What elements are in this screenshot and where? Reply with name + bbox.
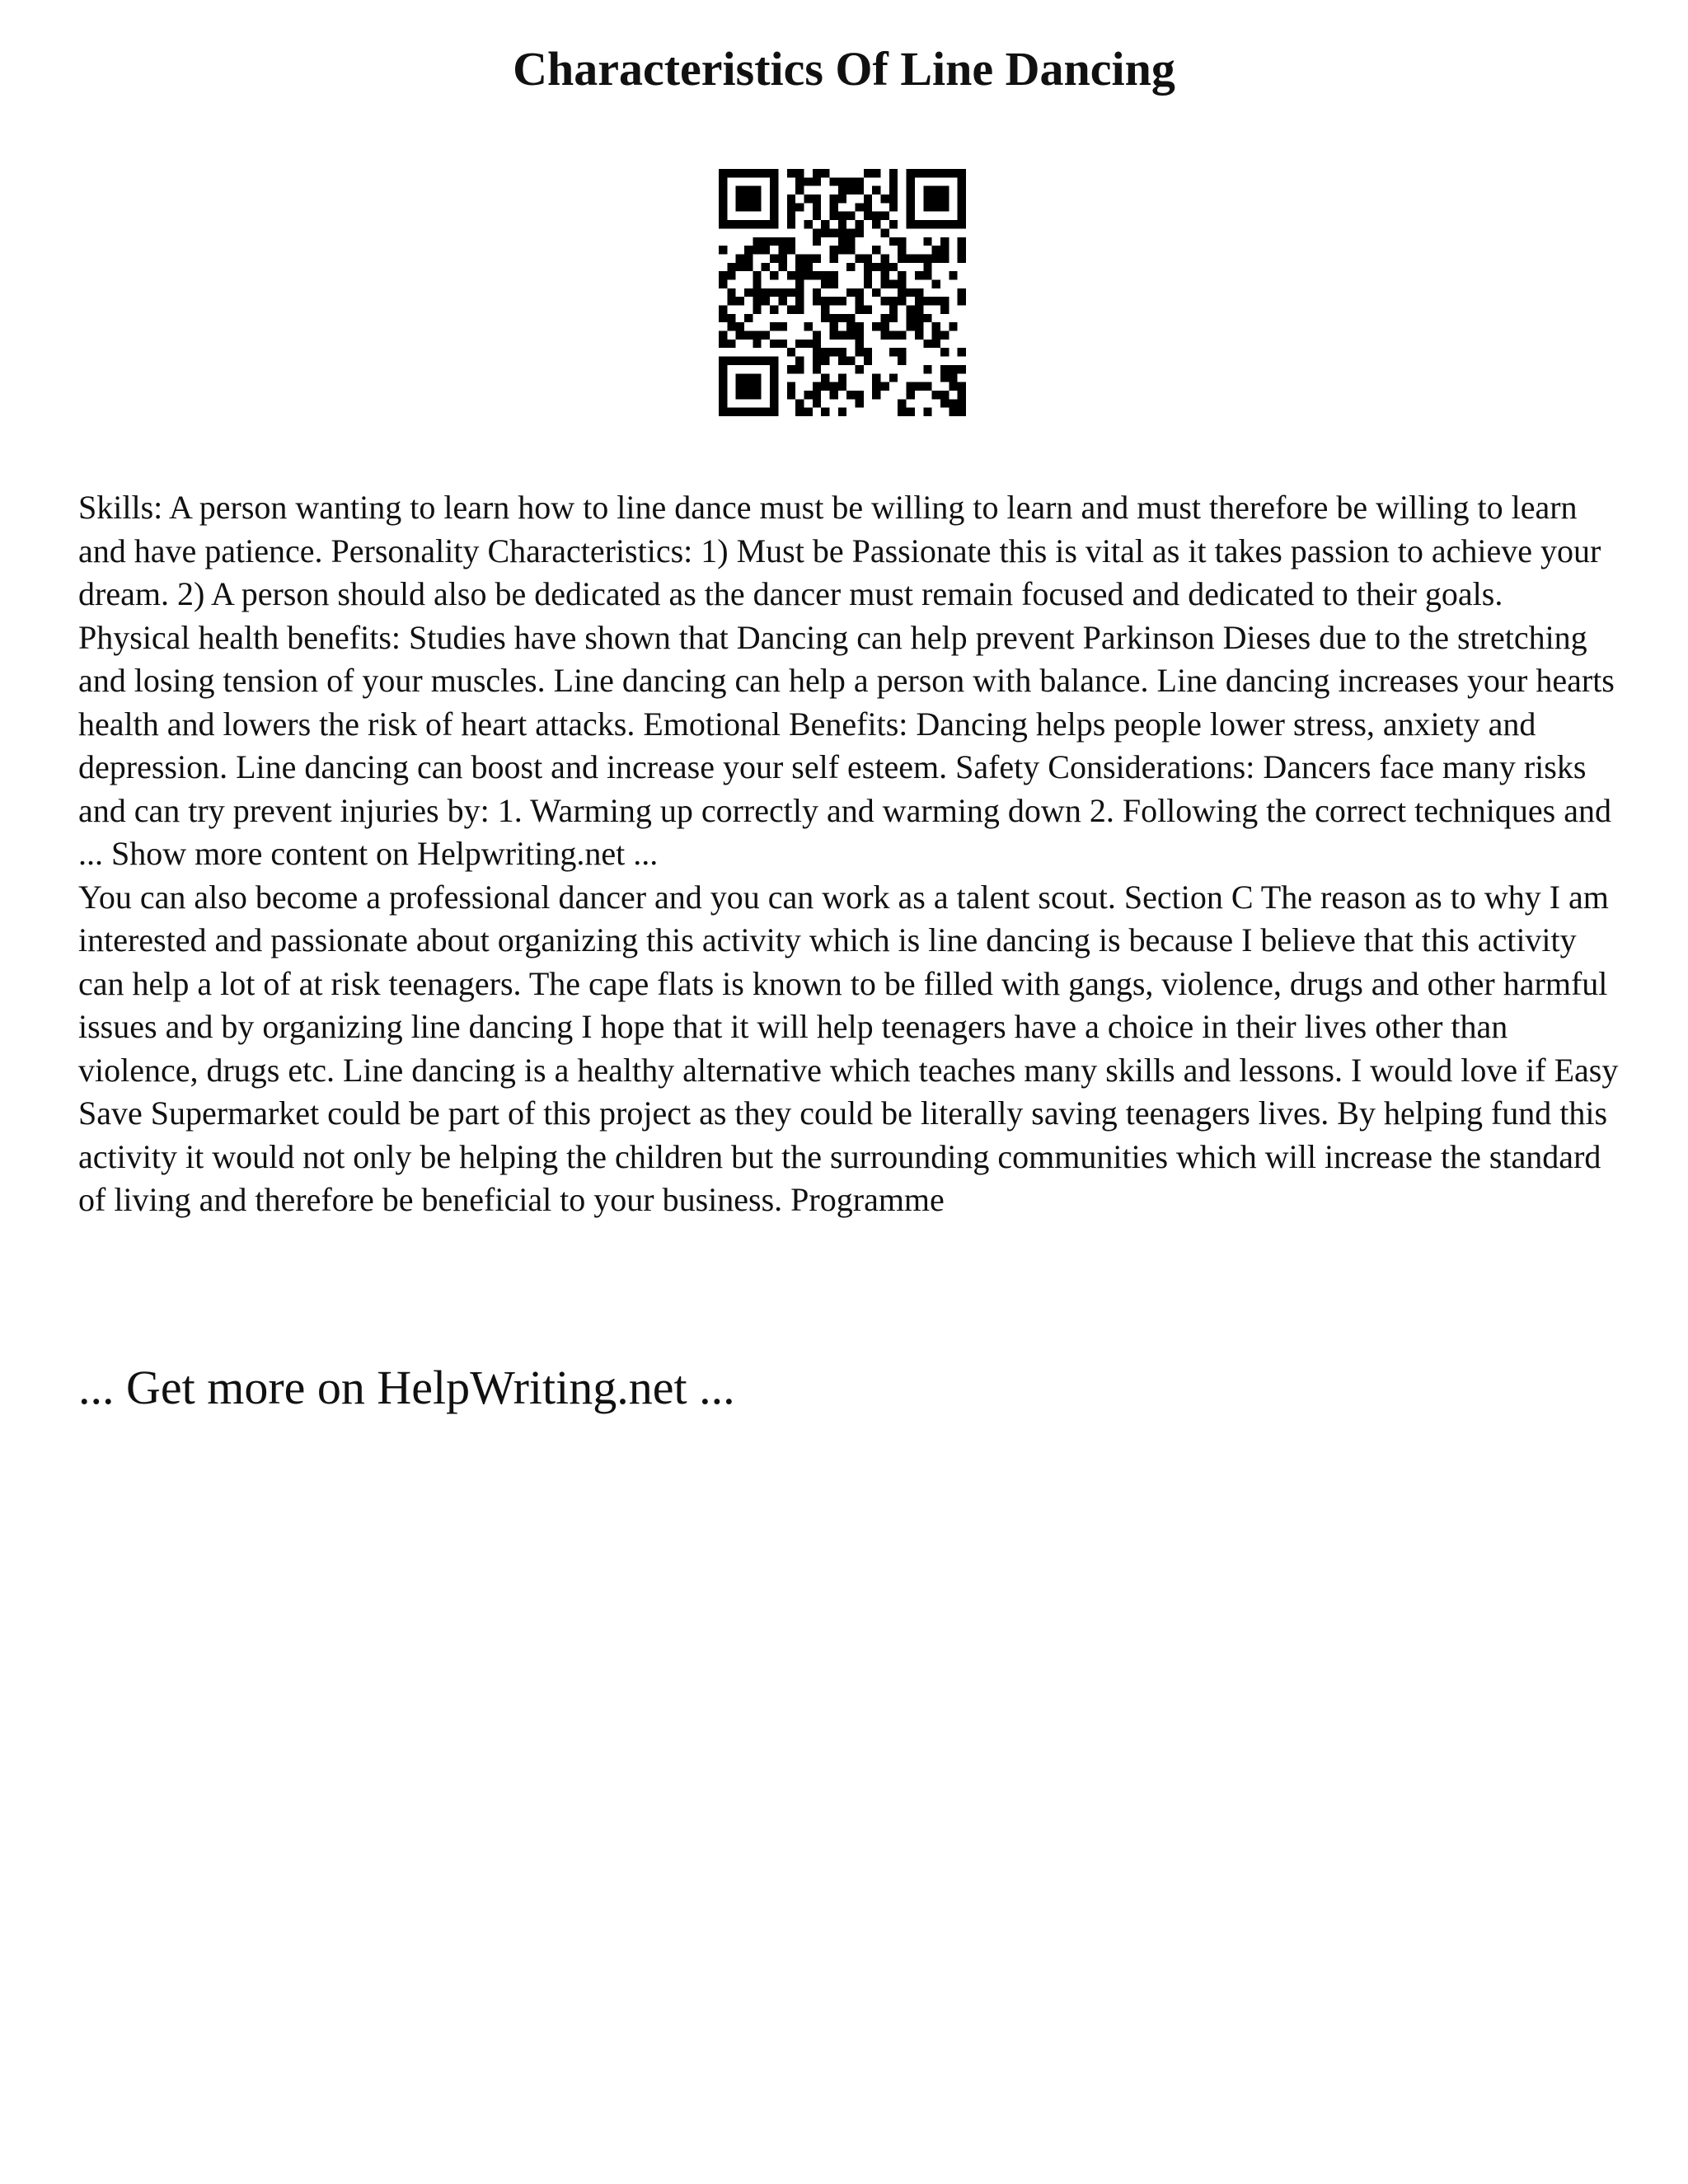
paragraph-skills: Skills: A person wanting to learn how to line dance must be willing to learn and must therefore be willing to learn and have patience. Personality Characteristics: 1) Must be Passionate this is vital as it takes passion to achieve your dream. 2) A person should also be dedicated as the dancer must remain focused and dedicated to their goals. Physical health benefits: Studies have shown that Dancing can help prevent Parkinson Dieses due to the stretching and losing tension of your muscles. Line dancing can help a person with balance. Line dancing increases your hearts health and lowers the risk of heart attacks. Emotional Benefits: Dancing helps people lower stress, anxiety and depression. Line dancing can boost and increase your self esteem. Safety Considerations: Dancers face many risks and can try prevent injuries by: 1. Warming up correctly and warming down 2. Following the correct techniques and ... Show more content on Helpwriting.net ...	[78, 489, 1615, 872]
qr-code-icon	[719, 169, 966, 416]
paragraph-section-c: You can also become a professional dancer and you can work as a talent scout. Section C The reason as to why I am interested and passionate about organizing this activity which is line dancing is because I believe that this activity can help a lot of at risk teenagers. The cape flats is known to be filled with gangs, violence, drugs and other harmful issues and by organizing line dancing I hope that it will help teenagers have a choice in their lives other than violence, drugs etc. Line dancing is a healthy alternative which teaches many skills and lessons. I would love if Easy Save Supermarket could be part of this project as they could be literally saving teenagers lives. By helping fund this activity it would not only be helping the children but the surrounding communities which will increase the standard of living and therefore be beneficial to your business. Programme	[78, 878, 1619, 1218]
document-title: Characteristics Of Line Dancing	[513, 42, 1175, 96]
document-body	[78, 486, 1620, 1222]
get-more-link[interactable]: ... Get more on HelpWriting.net ...	[78, 1361, 735, 1414]
